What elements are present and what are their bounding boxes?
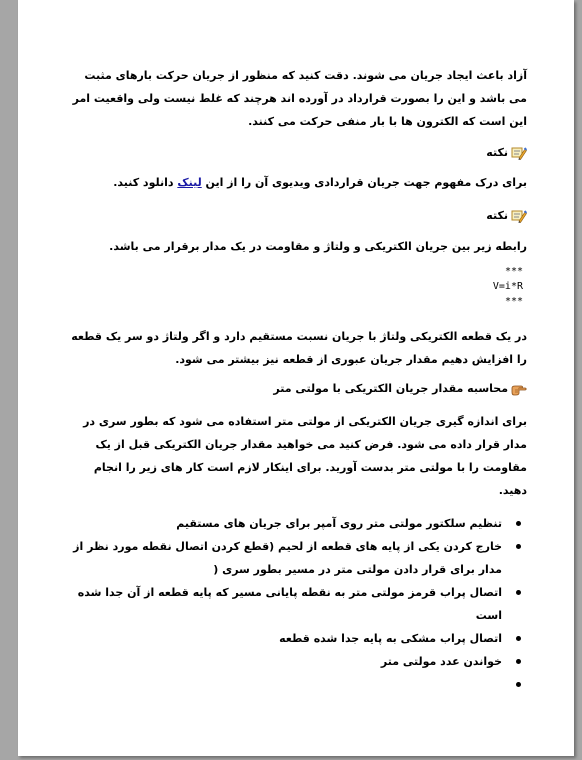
- section-heading: [70, 379, 527, 399]
- list-item: خارج کردن یکی از پایه های قطعه از لحیم (قطع کردن اتصال نقطه مورد نظر از مدار برای قرار دادن مولتی متر در مسیر بطور سری (: [70, 535, 502, 581]
- list-item: خواندن عدد مولتی متر: [70, 650, 502, 673]
- note-heading-label: نکته: [486, 146, 508, 159]
- note-heading-2: [70, 206, 527, 226]
- note-1-text-after: دانلود کنید.: [113, 176, 178, 189]
- note-2-paragraph: رابطه زیر بین جریان الکتریکی و ولتاژ و مقاومت در یک مدار برقرار می باشد.: [109, 240, 527, 253]
- section-heading-label: محاسبه مقدار جریان الکتریکی با مولتی متر: [273, 382, 508, 395]
- pointing-hand-icon: [511, 381, 527, 397]
- section-paragraph: برای اندازه گیری جریان الکتریکی از مولتی متر استفاده می شود که بطور سری در مدار قرار داده می شود. فرض کنید می خواهید مقدار جریان الکتریکی قبل از یک مقاومت را با مولتی متر بدست آورید. برای اینکار لازم است کار های زیر را انجام دهید.: [83, 415, 527, 497]
- list-item: اتصال پراب قرمز مولتی متر به نقطه پایانی مسیر که پایه قطعه از آن جدا شده است: [70, 581, 502, 627]
- list-item: اتصال پراب مشکی به پایه جدا شده قطعه: [70, 627, 502, 650]
- document-page: [18, 0, 574, 756]
- pencil-note-icon: [511, 208, 527, 224]
- list-item: [70, 673, 502, 696]
- note-1-paragraph: [70, 171, 527, 194]
- relation-paragraph: در یک قطعه الکتریکی ولتاژ با جریان نسبت مستقیم دارد و اگر ولتاژ دو سر یک قطعه را افزایش دهیم مقدار جریان عبوری از قطعه نیز بیشتر می شود.: [71, 330, 527, 366]
- list-item: تنظیم سلکتور مولتی متر روی آمپر برای جریان های مستقیم: [70, 512, 502, 535]
- document-content: [70, 64, 527, 696]
- note-heading-label: نکته: [486, 209, 508, 222]
- video-download-link[interactable]: لینک: [177, 176, 202, 189]
- steps-list: [70, 512, 527, 696]
- formula-line-2: V=i*R: [492, 281, 523, 292]
- formula-line-3: ***: [504, 296, 523, 307]
- formula-block: [70, 264, 527, 309]
- formula-line-1: ***: [504, 266, 523, 277]
- intro-paragraph: آزاد باعث ایجاد جریان می شوند. دقت کنید که منظور از جریان حرکت بارهای مثبت می باشد و این را بصورت قرارداد در آورده اند هرچند که غلط نیست ولی واقعیت امر این است که الکترون ها با بار منفی حرکت می کنند.: [72, 69, 527, 128]
- note-1-text-before: برای درک مفهوم جهت جریان قراردادی ویدیوی آن را از این: [201, 176, 527, 189]
- note-heading-1: [70, 143, 527, 163]
- pencil-note-icon: [511, 145, 527, 161]
